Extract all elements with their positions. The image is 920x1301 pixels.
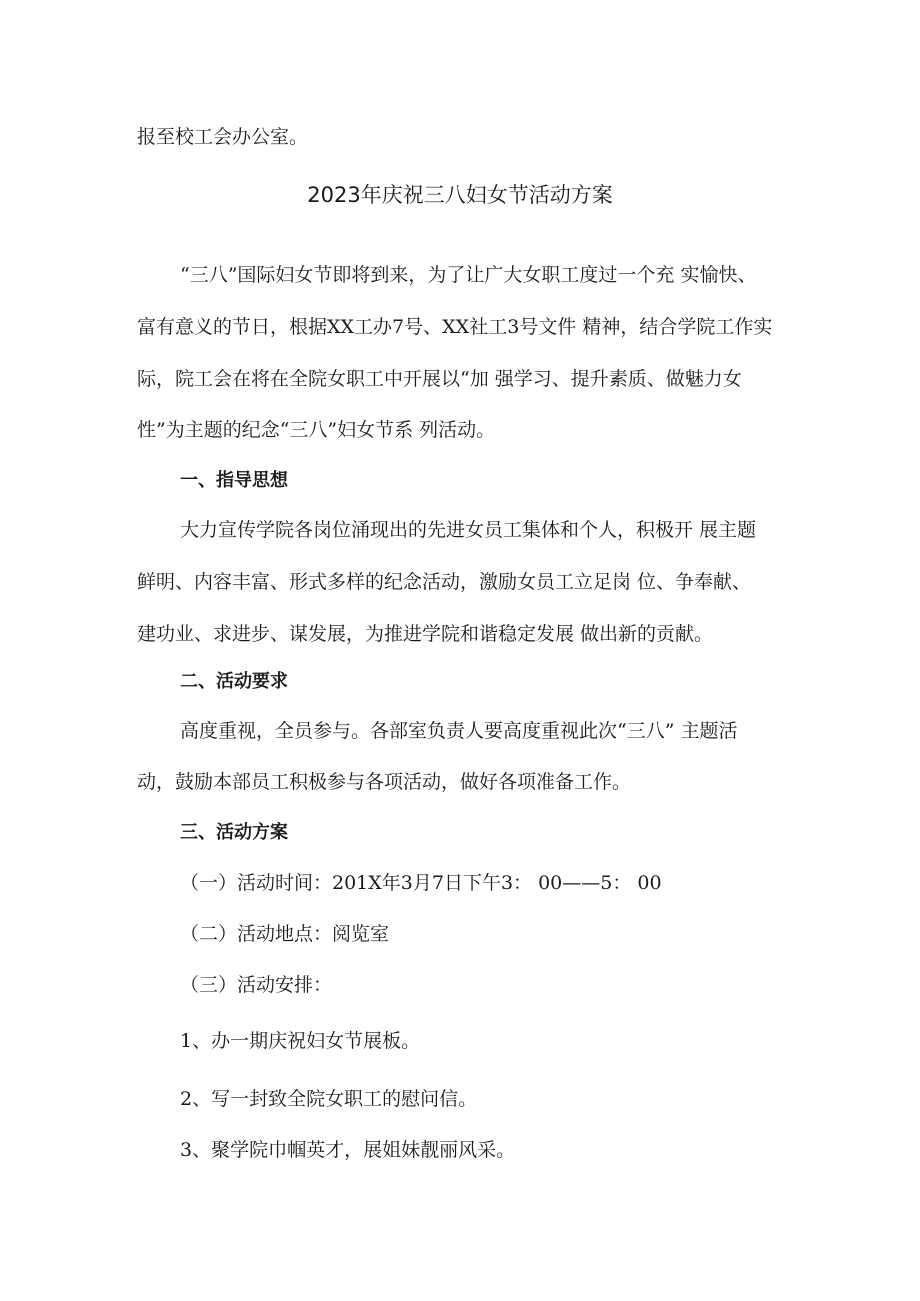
section-heading-guiding-idea: 一、指导思想: [180, 470, 288, 491]
intro-line-2: 富有意义的节日，根据XX工办7号、XX社工3号文件 精神，结合学院工作实: [137, 316, 773, 338]
list-item: 3、聚学院巾帼英才，展姐妹靓丽风采。: [180, 1139, 516, 1161]
intro-line-4: 性”为主题的纪念“三八”妇女节系 列活动。: [137, 419, 496, 441]
section1-line-3: 建功业、求进步、谋发展，为推进学院和谐稳定发展 做出新的贡献。: [137, 623, 714, 645]
intro-line-1: “三八”国际妇女节即将到来，为了让广大女职工度过一个充 实愉快、: [180, 264, 757, 286]
intro-line-3: 际，院工会在将在全院女职工中开展以“加 强学习、提升素质、做魅力女: [137, 368, 742, 390]
list-item: 1、办一期庆祝妇女节展板。: [180, 1030, 421, 1052]
activity-time: （一）活动时间：201X年3月7日下午3： 00——5： 00: [180, 872, 662, 894]
activity-place: （二）活动地点：阅览室: [180, 923, 390, 945]
section-heading-plan: 三、活动方案: [180, 822, 288, 843]
section2-line-1: 高度重视，全员参与。各部室负责人要高度重视此次“三八” 主题活: [180, 720, 738, 742]
section1-line-1: 大力宣传学院各岗位涌现出的先进女员工集体和个人，积极开 展主题: [180, 519, 757, 541]
section1-line-2: 鲜明、内容丰富、形式多样的纪念活动，激励女员工立足岗 位、争奉献、: [137, 571, 752, 593]
list-item: 2、写一封致全院女职工的慰问信。: [180, 1088, 478, 1110]
document-title: 2023年庆祝三八妇女节活动方案: [307, 183, 613, 207]
carry-over-text: 报至校工会办公室。: [137, 126, 309, 148]
activity-arrangement: （三）活动安排：: [180, 974, 333, 996]
section2-line-2: 动，鼓励本部员工积极参与各项活动，做好各项准备工作。: [137, 771, 632, 793]
section-heading-requirements: 二、活动要求: [180, 671, 288, 692]
